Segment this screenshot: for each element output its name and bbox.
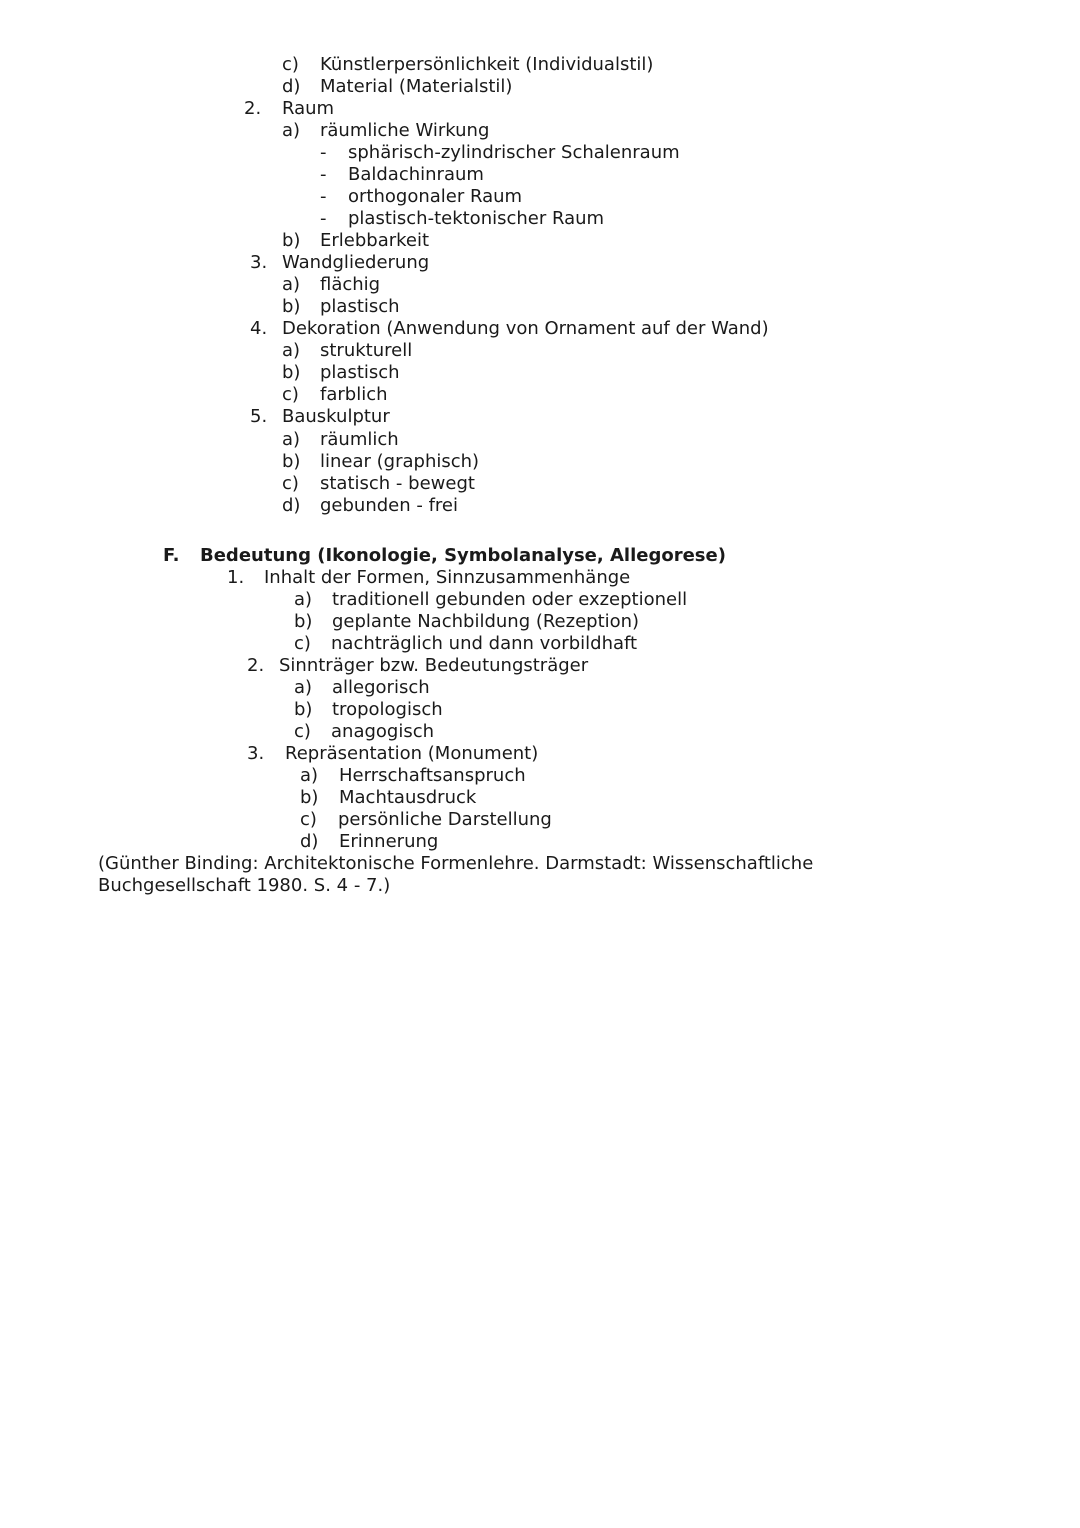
list-text: strukturell xyxy=(320,340,413,361)
list-item xyxy=(282,451,479,473)
list-marker: c) xyxy=(282,473,299,494)
list-marker: - xyxy=(320,164,327,185)
list-item xyxy=(282,76,512,98)
list-marker: c) xyxy=(294,633,311,654)
list-text: traditionell gebunden oder exzeptionell xyxy=(332,589,688,610)
list-item xyxy=(294,633,637,655)
list-item xyxy=(282,296,400,318)
citation-line: Buchgesellschaft 1980. S. 4 - 7.) xyxy=(98,875,391,896)
section-marker: F. xyxy=(163,545,180,566)
list-text: Sinnträger bzw. Bedeutungsträger xyxy=(279,655,589,676)
list-marker: 3. xyxy=(247,743,265,764)
list-text: flächig xyxy=(320,274,381,295)
list-text: orthogonaler Raum xyxy=(348,186,523,207)
list-marker: a) xyxy=(294,589,313,610)
list-text: anagogisch xyxy=(331,721,435,742)
list-text: Erinnerung xyxy=(339,831,439,852)
list-item xyxy=(300,831,438,853)
list-marker: a) xyxy=(282,120,301,141)
list-item xyxy=(282,362,400,384)
list-marker: d) xyxy=(282,495,301,516)
list-text: allegorisch xyxy=(332,677,430,698)
list-text: gebunden - frei xyxy=(320,495,459,516)
list-text: nachträglich und dann vorbildhaft xyxy=(331,633,638,654)
list-text: plastisch-tektonischer Raum xyxy=(348,208,605,229)
list-marker: d) xyxy=(282,76,301,97)
list-item xyxy=(294,677,430,699)
list-item xyxy=(247,655,588,677)
list-text: persönliche Darstellung xyxy=(338,809,552,830)
list-text: plastisch xyxy=(320,362,400,383)
list-marker: a) xyxy=(300,765,319,786)
list-item xyxy=(320,208,604,230)
list-marker: a) xyxy=(282,274,301,295)
list-text: Erlebbarkeit xyxy=(320,230,430,251)
list-item xyxy=(300,765,526,787)
list-marker: a) xyxy=(294,677,313,698)
section-heading xyxy=(163,545,726,567)
list-marker: - xyxy=(320,208,327,229)
list-marker: b) xyxy=(294,611,313,632)
list-text: geplante Nachbildung (Rezeption) xyxy=(332,611,640,632)
list-marker: d) xyxy=(300,831,319,852)
list-text: Wandgliederung xyxy=(282,252,430,273)
list-text: tropologisch xyxy=(332,699,443,720)
list-text: Baldachinraum xyxy=(348,164,484,185)
list-item xyxy=(320,164,484,186)
list-text: Bauskulptur xyxy=(282,406,390,427)
list-text: räumliche Wirkung xyxy=(320,120,490,141)
list-item xyxy=(294,699,443,721)
list-item xyxy=(250,406,390,428)
list-marker: 2. xyxy=(247,655,265,676)
list-item xyxy=(294,611,639,633)
list-item xyxy=(282,230,429,252)
list-text: Inhalt der Formen, Sinnzusammenhänge xyxy=(264,567,631,588)
list-marker: 1. xyxy=(227,567,245,588)
list-item xyxy=(247,743,538,765)
list-marker: c) xyxy=(294,721,311,742)
list-item xyxy=(320,186,522,208)
list-item xyxy=(282,340,412,362)
list-item xyxy=(282,384,388,406)
list-marker: - xyxy=(320,186,327,207)
list-marker: b) xyxy=(282,362,301,383)
list-item xyxy=(300,809,552,831)
list-marker: c) xyxy=(300,809,317,830)
list-item xyxy=(282,429,399,451)
list-marker: 2. xyxy=(244,98,262,119)
list-marker: b) xyxy=(282,230,301,251)
list-item xyxy=(282,274,380,296)
list-marker: 4. xyxy=(250,318,268,339)
list-marker: a) xyxy=(282,429,301,450)
list-item xyxy=(250,252,429,274)
list-item xyxy=(282,495,458,517)
list-marker: 5. xyxy=(250,406,268,427)
list-item xyxy=(320,142,680,164)
section-title: Bedeutung (Ikonologie, Symbolanalyse, Allegorese) xyxy=(200,545,726,566)
list-item xyxy=(300,787,476,809)
list-text: Raum xyxy=(282,98,335,119)
list-text: Machtausdruck xyxy=(339,787,477,808)
list-text: plastisch xyxy=(320,296,400,317)
list-item xyxy=(294,589,687,611)
list-text: sphärisch-zylindrischer Schalenraum xyxy=(348,142,680,163)
list-marker: b) xyxy=(300,787,319,808)
list-text: farblich xyxy=(320,384,388,405)
list-text: Repräsentation (Monument) xyxy=(285,743,539,764)
list-item xyxy=(282,473,475,495)
list-text: Dekoration (Anwendung von Ornament auf der Wand) xyxy=(282,318,769,339)
list-item xyxy=(282,120,489,142)
list-text: räumlich xyxy=(320,429,399,450)
list-text: Herrschaftsanspruch xyxy=(339,765,526,786)
list-marker: b) xyxy=(282,296,301,317)
list-marker: b) xyxy=(282,451,301,472)
list-text: linear (graphisch) xyxy=(320,451,480,472)
list-text: statisch - bewegt xyxy=(320,473,475,494)
list-item xyxy=(227,567,630,589)
list-text: Künstlerpersönlichkeit (Individualstil) xyxy=(320,54,654,75)
list-item xyxy=(244,98,334,120)
list-marker: 3. xyxy=(250,252,268,273)
citation-line: (Günther Binding: Architektonische Formenlehre. Darmstadt: Wissenschaftliche xyxy=(98,853,814,874)
list-marker: a) xyxy=(282,340,301,361)
list-item xyxy=(250,318,769,340)
list-marker: - xyxy=(320,142,327,163)
list-item xyxy=(294,721,434,743)
list-item xyxy=(282,54,653,76)
list-marker: c) xyxy=(282,384,299,405)
list-marker: c) xyxy=(282,54,299,75)
list-marker: b) xyxy=(294,699,313,720)
list-text: Material (Materialstil) xyxy=(320,76,513,97)
